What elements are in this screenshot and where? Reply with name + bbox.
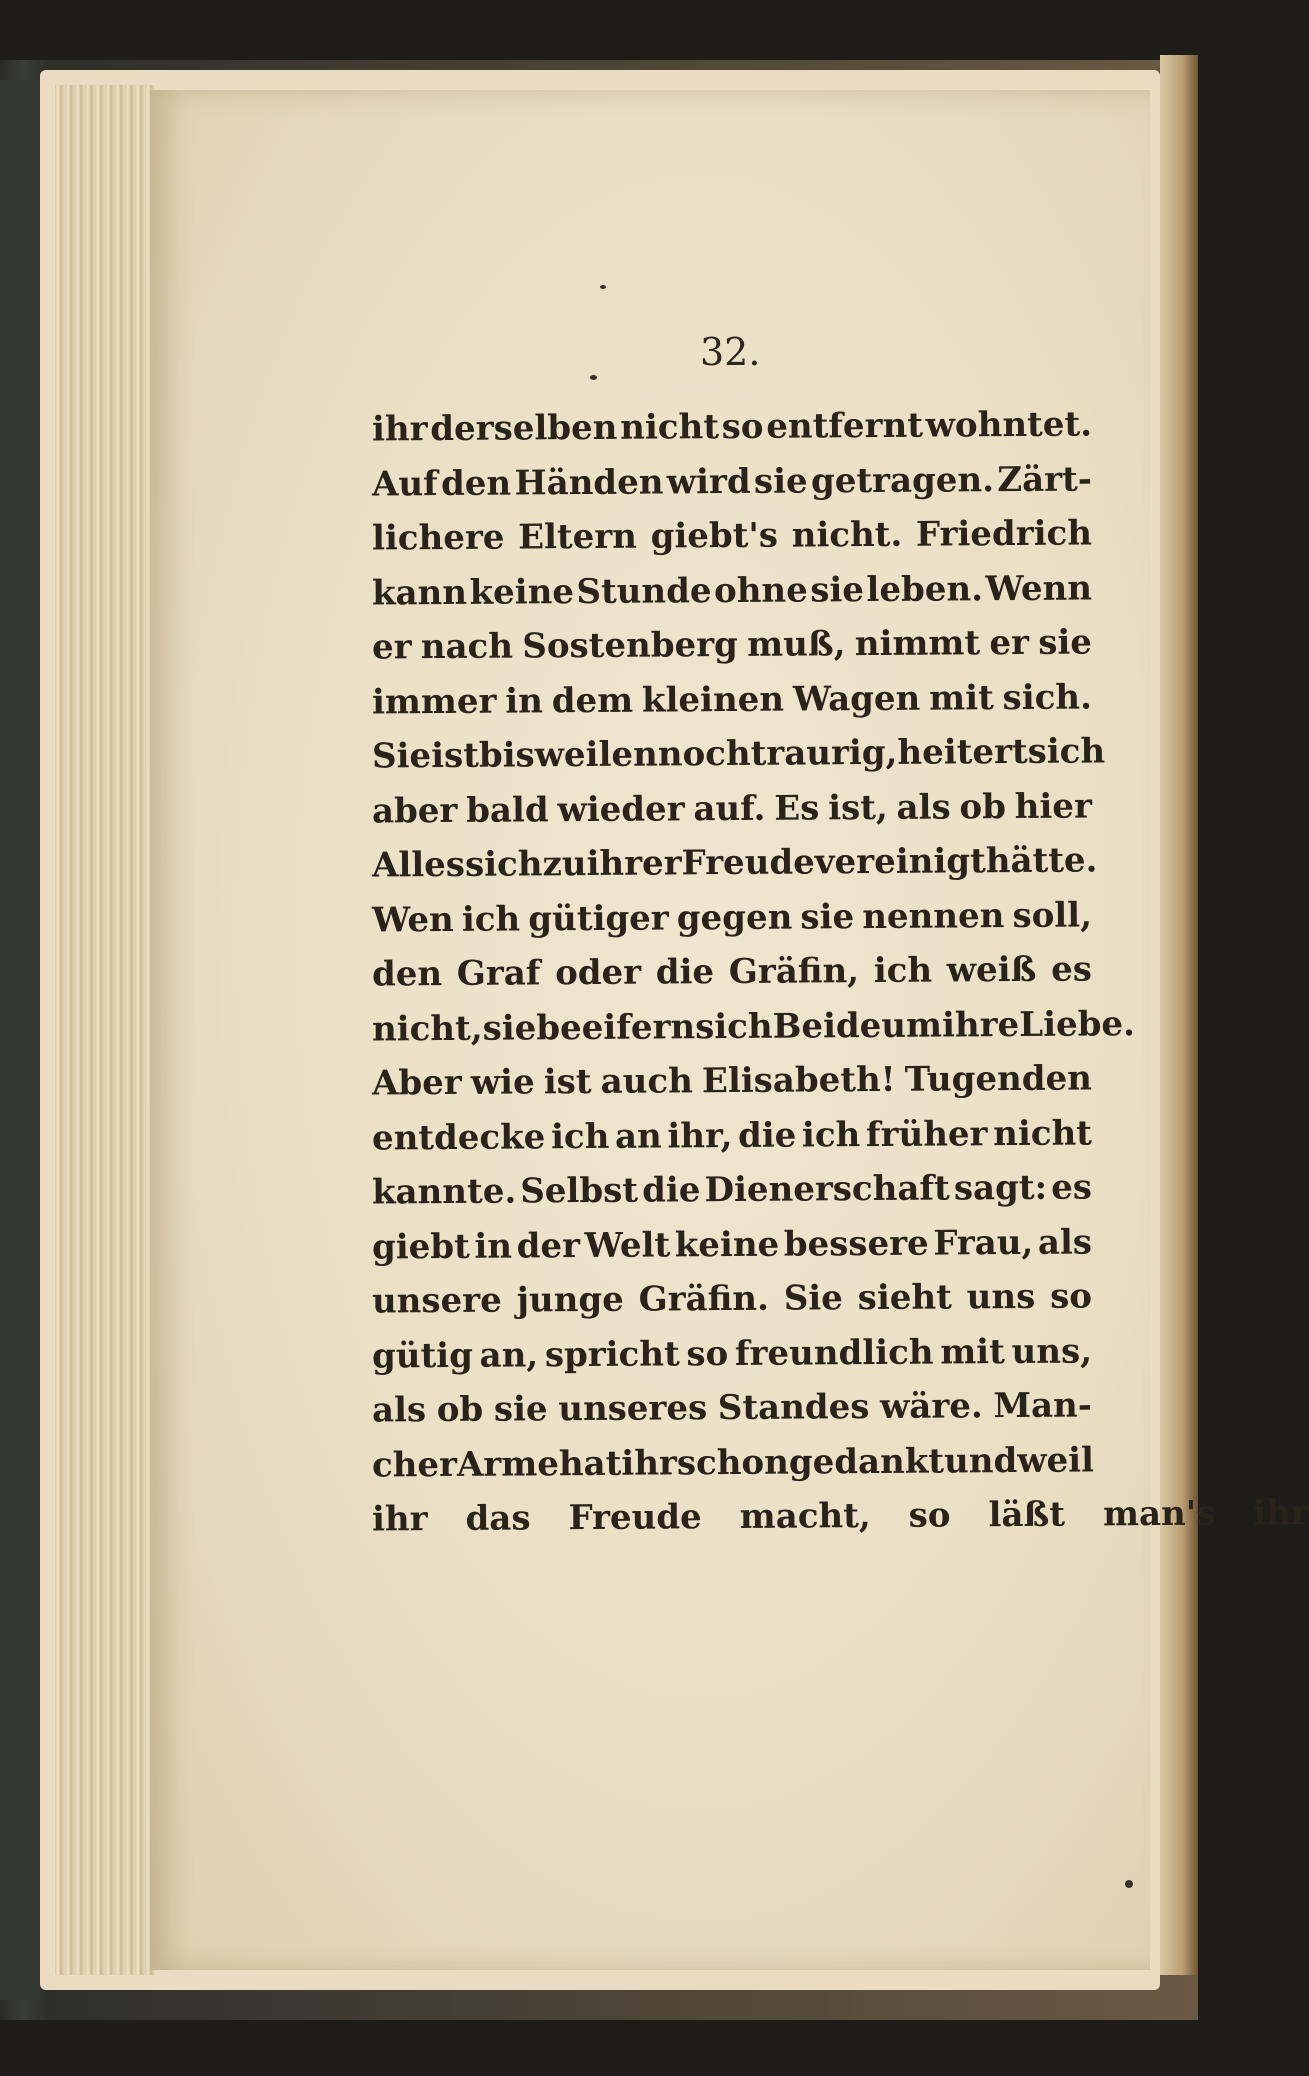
text-line: [371, 833, 1098, 893]
word: leben.: [866, 568, 984, 610]
word: soll,: [1012, 894, 1093, 936]
word: nimmt: [854, 623, 981, 665]
text-line: [372, 452, 1092, 512]
word: sie: [1038, 622, 1093, 663]
word: sich: [464, 844, 543, 885]
word: an,: [479, 1334, 539, 1376]
word: Wenn: [985, 567, 1093, 609]
word: noch: [657, 733, 751, 775]
word: heitert: [897, 731, 1028, 773]
word: in: [505, 680, 544, 722]
word: ohne: [713, 569, 808, 611]
word: Beide: [772, 1005, 882, 1047]
text-line: [371, 997, 1136, 1057]
word: Sie: [371, 736, 432, 777]
paper-speck: [590, 375, 597, 380]
word: wieder: [557, 788, 685, 830]
text-line: [371, 1433, 1095, 1493]
text-line: [372, 942, 1092, 1002]
word: sich: [1027, 731, 1106, 772]
word: entfernt: [766, 405, 924, 447]
facing-page-edge: [1160, 55, 1198, 1975]
word: cher: [371, 1444, 458, 1486]
word: in: [474, 1226, 513, 1267]
word: so: [908, 1495, 951, 1536]
word: ihr: [621, 1442, 678, 1484]
word: bessere: [783, 1223, 929, 1265]
word: schon: [676, 1442, 790, 1483]
word: läßt: [988, 1494, 1066, 1536]
text-line: [372, 1215, 1092, 1275]
word: es: [1051, 1167, 1093, 1208]
word: Gräfin,: [728, 951, 860, 993]
word: ihr: [1253, 1492, 1309, 1534]
word: Gräfin.: [638, 1278, 770, 1320]
word: aber: [371, 790, 458, 832]
word: der: [516, 1225, 581, 1267]
word: sich.: [1002, 676, 1093, 718]
text-line: [371, 1487, 1309, 1547]
word: er: [371, 627, 412, 668]
word: als: [371, 1390, 427, 1431]
text-line: [372, 561, 1092, 621]
word: ist,: [827, 787, 888, 828]
word: lichere: [371, 517, 505, 559]
word: man's: [1102, 1493, 1216, 1535]
word: den: [440, 463, 512, 504]
word: Zärt-: [997, 458, 1093, 500]
word: sagt:: [953, 1167, 1048, 1209]
word: wird: [666, 461, 751, 502]
word: ihr,: [667, 1115, 733, 1156]
word: Wagen: [792, 678, 921, 720]
word: als: [1037, 1221, 1093, 1263]
text-line: [371, 724, 1106, 784]
word: wohntet.: [925, 404, 1093, 446]
word: zu: [542, 844, 587, 885]
word: es: [1050, 949, 1093, 990]
word: beeifern: [536, 1006, 696, 1048]
word: um: [881, 1005, 943, 1046]
word: mit: [929, 677, 994, 719]
word: Tugenden: [904, 1058, 1093, 1100]
word: ist: [430, 735, 480, 777]
word: weiß: [946, 949, 1037, 991]
word: immer: [371, 681, 497, 723]
word: Selbst: [520, 1170, 639, 1212]
word: ist: [543, 1061, 592, 1103]
word: Frau,: [933, 1222, 1034, 1264]
word: so: [686, 1333, 729, 1374]
word: Sie: [783, 1278, 844, 1319]
word: hier: [1014, 785, 1093, 827]
word: entdecke: [371, 1116, 546, 1159]
text-line: [372, 506, 1092, 566]
text-line: [372, 1269, 1092, 1329]
word: die: [655, 952, 715, 993]
word: Dienerschaft: [704, 1168, 950, 1211]
word: Es: [774, 787, 820, 829]
word: auf.: [693, 788, 766, 829]
word: das: [465, 1498, 531, 1539]
text-line: [372, 1106, 1092, 1166]
word: ihrer: [586, 843, 682, 885]
word: unseres: [558, 1388, 708, 1430]
word: Graf: [456, 953, 541, 994]
text-line: [372, 1051, 1092, 1111]
word: nicht,: [371, 1008, 483, 1050]
word: Stunde: [576, 570, 712, 612]
text-line: [372, 1378, 1092, 1438]
word: vereinigt: [814, 841, 986, 883]
word: nicht: [993, 1112, 1093, 1154]
word: ob: [436, 1389, 484, 1431]
word: und: [943, 1440, 1018, 1482]
word: kannte.: [371, 1171, 517, 1213]
page-number: 32.: [700, 330, 761, 374]
word: nicht: [620, 407, 720, 448]
word: hat: [558, 1443, 622, 1484]
word: als: [896, 786, 951, 828]
paper-speck: [1125, 1880, 1133, 1888]
word: an: [614, 1115, 662, 1157]
word: freundlich: [734, 1332, 934, 1374]
word: wäre.: [879, 1386, 983, 1427]
word: giebt's: [650, 515, 779, 557]
book-spine-edge: [0, 80, 40, 2000]
word: Aber: [371, 1062, 462, 1104]
word: Liebe.: [1019, 1003, 1136, 1045]
word: so: [1050, 1276, 1093, 1317]
word: derselben: [430, 407, 618, 450]
word: Man-: [993, 1385, 1093, 1427]
word: oder: [554, 952, 642, 994]
word: muß,: [746, 624, 846, 665]
word: Wen: [371, 899, 454, 941]
text-line: [372, 1324, 1092, 1384]
page-edges: [55, 85, 155, 1975]
word: hätte.: [985, 840, 1098, 882]
word: keine: [469, 571, 575, 613]
word: sie: [482, 1007, 537, 1049]
word: junge: [516, 1279, 624, 1321]
word: unsere: [371, 1280, 502, 1322]
word: uns,: [1011, 1330, 1093, 1372]
word: früher: [865, 1113, 988, 1155]
body-text: [371, 400, 1309, 1545]
word: die: [737, 1115, 797, 1156]
word: er: [989, 622, 1030, 664]
word: ich: [550, 1116, 610, 1157]
word: ich: [873, 950, 933, 992]
word: Arme: [456, 1443, 560, 1485]
word: kleinen: [641, 679, 785, 721]
word: Freude: [568, 1497, 702, 1539]
word: nicht.: [791, 514, 903, 556]
word: Elisabeth!: [701, 1059, 896, 1102]
word: auch: [600, 1061, 693, 1102]
word: Standes: [717, 1387, 870, 1429]
word: gegen: [676, 897, 793, 938]
word: Freude: [681, 842, 815, 884]
word: Händen: [514, 461, 664, 504]
word: dem: [551, 680, 634, 721]
word: spricht: [544, 1333, 680, 1375]
word: keine: [674, 1224, 780, 1265]
text-line: [372, 397, 1092, 457]
word: Auf: [371, 463, 438, 505]
text-line: [372, 888, 1092, 948]
word: weil: [1017, 1439, 1095, 1481]
word: ihre: [941, 1004, 1020, 1046]
word: sie: [493, 1389, 548, 1430]
word: Welt: [584, 1224, 671, 1266]
word: sich: [695, 1006, 773, 1047]
word: nach: [420, 626, 514, 668]
word: Sostenberg: [522, 624, 738, 667]
word: kann: [371, 572, 468, 614]
word: bisweilen: [478, 734, 658, 776]
word: ihr: [371, 409, 428, 450]
text-line: [372, 615, 1092, 675]
word: wie: [470, 1062, 535, 1103]
word: nennen: [862, 895, 1005, 937]
word: macht,: [739, 1496, 871, 1537]
word: gütig: [371, 1335, 474, 1377]
word: Eltern: [517, 516, 638, 558]
text-line: [372, 1160, 1092, 1220]
word: Friedrich: [915, 513, 1093, 555]
word: uns: [966, 1276, 1036, 1318]
word: ich: [801, 1114, 861, 1156]
word: gütiger: [528, 897, 669, 939]
word: getragen.: [810, 459, 995, 501]
word: sie: [810, 569, 865, 610]
word: ich: [461, 898, 521, 940]
word: bald: [466, 789, 549, 831]
word: ob: [959, 786, 1007, 827]
word: Alles: [371, 844, 466, 886]
word: sie: [800, 896, 855, 938]
word: die: [641, 1170, 701, 1211]
word: traurig,: [750, 732, 898, 774]
word: gedankt: [788, 1441, 945, 1483]
text-line: [372, 670, 1092, 730]
text-line: [372, 779, 1092, 839]
word: so: [721, 406, 764, 448]
word: mit: [940, 1331, 1006, 1373]
word: sieht: [857, 1277, 952, 1319]
word: ihr: [371, 1499, 428, 1540]
word: den: [371, 954, 443, 995]
paper-speck: [600, 285, 606, 289]
word: giebt: [371, 1226, 470, 1268]
word: sie: [753, 460, 808, 502]
